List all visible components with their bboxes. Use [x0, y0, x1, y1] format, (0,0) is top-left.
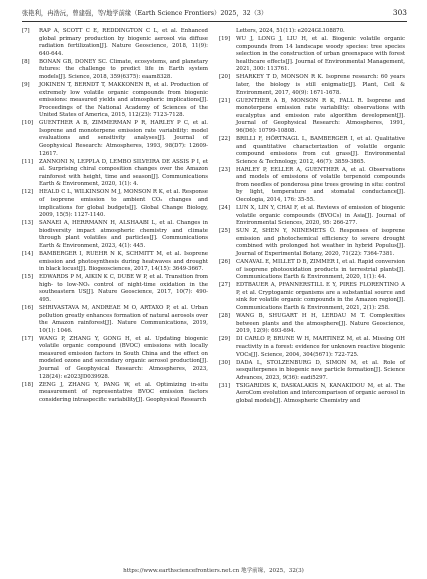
reference-number: [20] [219, 74, 231, 81]
reference-entry [219, 28, 405, 36]
reference-entry [22, 251, 208, 274]
reference-number: [19] [219, 36, 231, 43]
reference-entry [219, 167, 405, 205]
reference-number: [18] [22, 381, 34, 388]
references-left-column [22, 28, 208, 405]
reference-text: BONAN GB, DONEY SC. Climate, ecosystems, and planetary futures: the challenge to predict life in Earth system models[J]. Science, 2018, 359(6375): eaam8328. [39, 58, 208, 80]
page-footer: https://www.earthsciencefrontiers.net.cn 地学前缘，2025，32(3) [123, 568, 304, 574]
reference-entry [22, 28, 208, 58]
reference-text: SANAEI A, HERRMANN H, ALSHAABI L, et al. Changes in biodiversity impact atmospheric chemistry and climate through plant volatiles and particles[J]. Communications Earth & Environment, 2023, 4(1): 445. [39, 220, 208, 249]
reference-text: EDWARDS P M, AIKIN K C, DUBE W P, et al. Transition from high- to low-NOₓ control of night-time oxidation in the southeastern US[J]. Nature Geoscience, 2017, 10(7): 490-495. [39, 274, 208, 303]
reference-number: [10] [22, 120, 34, 127]
reference-entry [22, 159, 208, 189]
reference-entry [219, 259, 405, 282]
reference-text: Letters, 2024, 51(11): e2024GL108870. [236, 28, 345, 34]
reference-text: BAMBERGER I, RUEHR N K, SCHMITT M, et al. Isoprene emission and photosynthesis during heatwaves and drought in black locust[J]. Biogeosciences, 2017, 14(15): 3649-3667. [39, 251, 208, 273]
reference-number: [16] [22, 305, 34, 312]
reference-text: DADA L, STOLZENBURG D, SIMON M, et al. Role of sesquiterpenes in biogenic new particle formation[J]. Science Advances, 2023, 9(36): eadi5297. [236, 359, 405, 381]
reference-number: [27] [219, 282, 231, 289]
reference-text: SUN Z, SHEN Y, NIINEMETS Ü. Responses of isoprene emission and photochemical efficiency to severe drought combined with prolonged hot weather in hybrid Populus[J]. Journal of Experimental Botany, 2020, 71(22): 7364-7381. [236, 228, 405, 258]
reference-entry [22, 220, 208, 250]
reference-entry [219, 205, 405, 228]
reference-number: [17] [22, 335, 34, 342]
reference-entry [219, 383, 405, 406]
reference-text: SHRIVASTAVA M, ANDREAE M O, ARTAXO P, et al. Urban pollution greatly enhances formation of natural aerosols over the Amazon rainforest[J]. Nature Communications, 2019, 10(1): 1046. [39, 305, 208, 334]
reference-text: CANAVAL E, MILLET D B, ZIMMER I, et al. Rapid conversion of isoprene photooxidation products in terrestrial plants[J]. Communications Earth & Environment, 2020, 1(1): 44. [236, 259, 406, 281]
reference-entry [219, 282, 405, 312]
reference-entry [219, 336, 405, 359]
running-head: 张艳利，冉浩沅，曾建强，等/地学前缘（Earth Science Frontiers）2025，32（3） [22, 10, 268, 17]
reference-entry [219, 313, 405, 336]
reference-text: GUENTHER A B, MONSON R K, FALL R. Isoprene and monoterpene emission rate variability: observations with eucalyptus and emission rate algorithm development[J]. Journal of Geophysical Research: Atmospheres, 1991, 96(D6): 10799-10808. [236, 97, 405, 134]
reference-text: BRILLI F, HÖRTNAGL L, BAMBERGER I, et al. Qualitative and quantitative characterization of volatile organic compound emissions from cut grass[J]. Environmental Science & Technology, 2012, 46(7): 3859-3865. [236, 136, 405, 165]
reference-text: ZENG J, ZHANG Y, PANG W, et al. Optimizing in-situ measurement of representative BVOC emission factors considering intraspecific variability[J]. Geophysical Research [39, 381, 208, 403]
reference-number: [12] [22, 189, 34, 196]
reference-number: [28] [219, 313, 231, 320]
reference-text: RAP A, SCOTT C E, REDDINGTON C L, et al. Enhanced global primary production by biogenic aerosol via diffuse radiation fertilization[J]. Nature Geoscience, 2018, 11(9): 640-644. [39, 28, 208, 57]
reference-entry [219, 74, 405, 97]
reference-number: [26] [219, 259, 231, 266]
reference-text: HEALD C L, WILKINSON M J, MONSON R K, et al. Response of isoprene emission to ambient CO₂ changes and implications for global budgets[J]. Global Change Biology, 2009, 15(5): 1127-1140. [39, 189, 208, 219]
reference-number: [30] [219, 359, 231, 366]
reference-text: DI CARLO P, BRUNE W H, MARTINEZ M, et al. Missing OH reactivity in a forest: evidence for unknown reactive biogenic VOCs[J]. Science, 2004, 304(5671): 722-725. [236, 336, 405, 358]
reference-text: JOKINEN T, BERNDT T, MAKKONEN R, et al. Production of extremely low volatile organic compounds from biogenic emissions: measured yields and atmospheric implications[J]. Proceedings of the National Academy of Sciences of the United States of America, 2015, 112(23): 7123-7128. [39, 82, 208, 119]
reference-entry [22, 336, 208, 381]
reference-number: [14] [22, 251, 34, 258]
reference-text: ZANNONI N, LEPPLA D, LEMBO SILVEIRA DE ASSIS P I, et al. Surprising chiral composition changes over the Amazon rainforest with height, time and season[J]. Communications Earth & Environment, 2020, 1(1): 4. [39, 158, 208, 188]
reference-number: [8] [22, 58, 30, 65]
reference-number: [21] [219, 97, 231, 104]
reference-number: [11] [22, 158, 34, 165]
reference-entry [22, 274, 208, 304]
reference-text: WANG P, ZHANG Y, GONG H, et al. Updating biogenic volatile organic compound (BVOC) emissions with locally measured emission factors in South China and the effect on modeled ozone and secondary organic aerosol production[J]. Journal of Geophysical Research: Atmospheres, 2023, 128(24): e2023JD039928. [39, 335, 208, 380]
reference-number: [7] [22, 28, 30, 34]
reference-text: SHARKEY T D, MONSON R K. Isoprene research: 60 years later, the biology is still enigmatic[J]. Plant, Cell & Environment, 2017, 40(9): 1671-1678. [236, 74, 405, 96]
reference-text: WANG B, SHUGART H H, LERDAU M T. Complexities between plants and the atmosphere[J]. Nature Geoscience, 2019, 12(9): 693-694. [236, 313, 405, 335]
reference-number: [24] [219, 205, 231, 212]
reference-entry [219, 98, 405, 136]
reference-number: [22] [219, 136, 231, 143]
reference-entry [219, 228, 405, 258]
reference-number: [15] [22, 274, 34, 281]
reference-entry [22, 59, 208, 82]
reference-number: [23] [219, 166, 231, 173]
reference-text: TSIGARIDIS K, DASKALAKIS N, KANAKIDOU M, et al. The AeroCom evolution and intercomparison of organic aerosol in global models[J]. Atmospheric Chemistry and [236, 382, 405, 404]
reference-number: [13] [22, 220, 34, 227]
reference-number: [29] [219, 336, 231, 343]
page-number: 303 [392, 8, 407, 17]
reference-entry [22, 189, 208, 219]
reference-number: [31] [219, 382, 231, 389]
reference-entry [219, 360, 405, 383]
header-rule [22, 21, 407, 22]
reference-entry [219, 136, 405, 166]
reference-text: EDTBAUER A, PFANNERSTILL E Y, PIRES FLORENTINO A P, et al. Cryptogamic organisms are a substantial source and sink for volatile organic compounds in the Amazon region[J]. Communications Earth & Environment, 2021, 2(1): 258. [236, 282, 405, 312]
reference-text: WU J, LONG J, LIU H, et al. Biogenic volatile organic compounds from 14 landscape woody species: tree species selection in the construction of urban greenspace with forest healthcare effects[J]. Journal of Environmental Management, 2021, 300: 113761. [236, 36, 405, 73]
reference-text: LUN X, LIN Y, CHAI F, et al. Reviews of emission of biogenic volatile organic compounds (BVOCs) in Asia[J]. Journal of Environmental Sciences, 2020, 95: 266-277. [236, 205, 405, 227]
reference-entry [22, 382, 208, 405]
references-right-column [219, 28, 405, 406]
reference-entry [22, 120, 208, 158]
reference-text: GUENTHER A B, ZIMMERMAN P R, HARLEY P C, et al. Isoprene and monoterpene emission rate variability: model evaluations and sensitivity analyses[J]. Journal of Geophysical Research: Atmospheres, 1993, 98(D7): 12609-12617. [39, 120, 208, 157]
reference-number: [25] [219, 228, 231, 235]
reference-entry [219, 36, 405, 74]
reference-entry [22, 305, 208, 335]
reference-number: [9] [22, 82, 30, 89]
reference-entry [22, 82, 208, 120]
reference-text: HARLEY P, EELLER A, GUENTHER A, et al. Observations and models of emissions of volatile terpenoid compounds from needles of ponderosa pine trees growing in situ: control by light, temperature and stomatal conductance[J]. Oecologia, 2014, 176: 35-55. [236, 166, 405, 203]
